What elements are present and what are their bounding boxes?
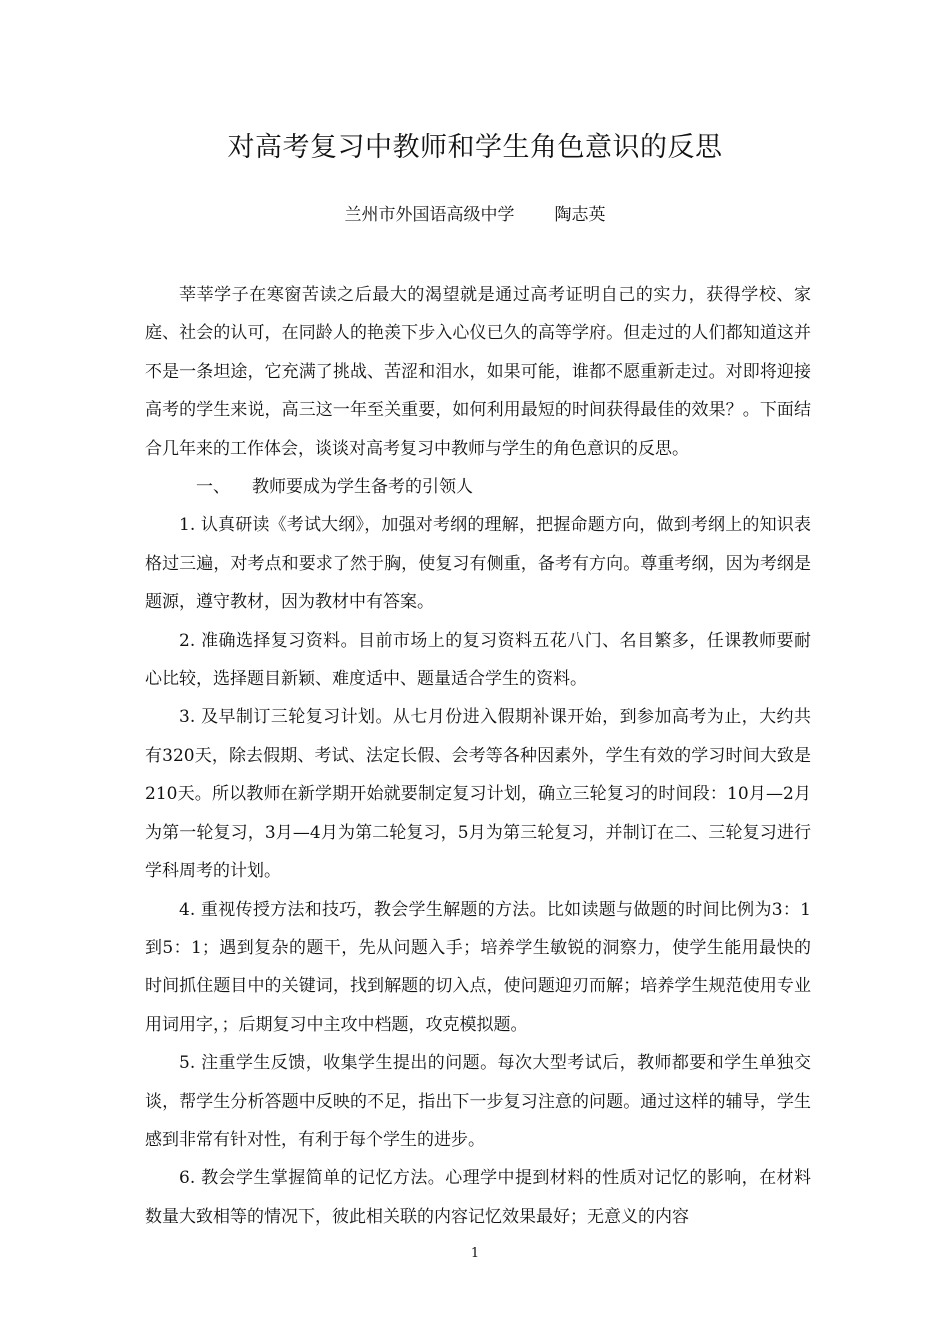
- list-item: 4. 重视传授方法和技巧，教会学生解题的方法。比如读题与做题的时间比例为3：1到5：1；遇到复杂的题干，先从问题入手；培养学生敏锐的洞察力，使学生能用最快的时间抓住题目中的关键词，找到解题的切入点，使问题迎刃而解；培养学生规范使用专业用词用字，；后期复习中主攻中档题，攻克模拟题。: [145, 899, 811, 1035]
- document-title: 对高考复习中教师和学生角色意识的反思: [227, 132, 723, 163]
- list-item: 6. 教会学生掌握简单的记忆方法。心理学中提到材料的性质对记忆的影响，在材料数量大致相等的情况下，彼此相关联的内容记忆效果最好；无意义的内容: [145, 1168, 811, 1227]
- author-line: [0, 200, 950, 230]
- section-heading-text: 教师要成为学生备考的引领人: [252, 477, 473, 498]
- list-item: 1. 认真研读《考试大纲》，加强对考纲的理解，把握命题方向，做到考纲上的知识表格过三遍，对考点和要求了然于胸，使复习有侧重，备考有方向。尊重考纲，因为考纲是题源，遵守教材，因为教材中有答案。: [145, 515, 811, 613]
- section-heading: [145, 468, 811, 506]
- document-body: [145, 276, 811, 1236]
- page-number: 1: [470, 1246, 480, 1261]
- author-school: 兰州市外国语高级中学: [344, 205, 515, 225]
- list-item: 2. 准确选择复习资料。目前市场上的复习资料五花八门、名目繁多，任课教师要耐心比较，选择题目新颖、难度适中、题量适合学生的资料。: [145, 630, 811, 690]
- section-heading-number: 一、: [196, 477, 230, 498]
- author-name: 陶志英: [554, 205, 606, 225]
- intro-paragraph: 莘莘学子在寒窗苦读之后最大的渴望就是通过高考证明自己的实力，获得学校、家庭、社会的认可，在同龄人的艳羡下步入心仪已久的高等学府。但走过的人们都知道这并不是一条坦途，它充满了挑战、苦涩和泪水，如果可能，谁都不愿重新走过。对即将迎接高考的学生来说，高三这一年至关重要，如何利用最短的时间获得最佳的效果？。下面结合几年来的工作体会，谈谈对高考复习中教师与学生的角色意识的反思。: [145, 285, 811, 459]
- list-item: 5. 注重学生反馈，收集学生提出的问题。每次大型考试后，教师都要和学生单独交谈，帮学生分析答题中反映的不足，指出下一步复习注意的问题。通过这样的辅导，学生感到非常有针对性，有利于每个学生的进步。: [145, 1053, 811, 1150]
- list-item: 3. 及早制订三轮复习计划。从七月份进入假期补课开始，到参加高考为止，大约共有320天，除去假期、考试、法定长假、会考等各种因素外，学生有效的学习时间大致是210天。所以教师在新学期开始就要制定复习计划，确立三轮复习的时间段：10月—2月为第一轮复习，3月—4月为第二轮复习，5月为第三轮复习，并制订在二、三轮复习进行学科周考的计划。: [145, 707, 811, 882]
